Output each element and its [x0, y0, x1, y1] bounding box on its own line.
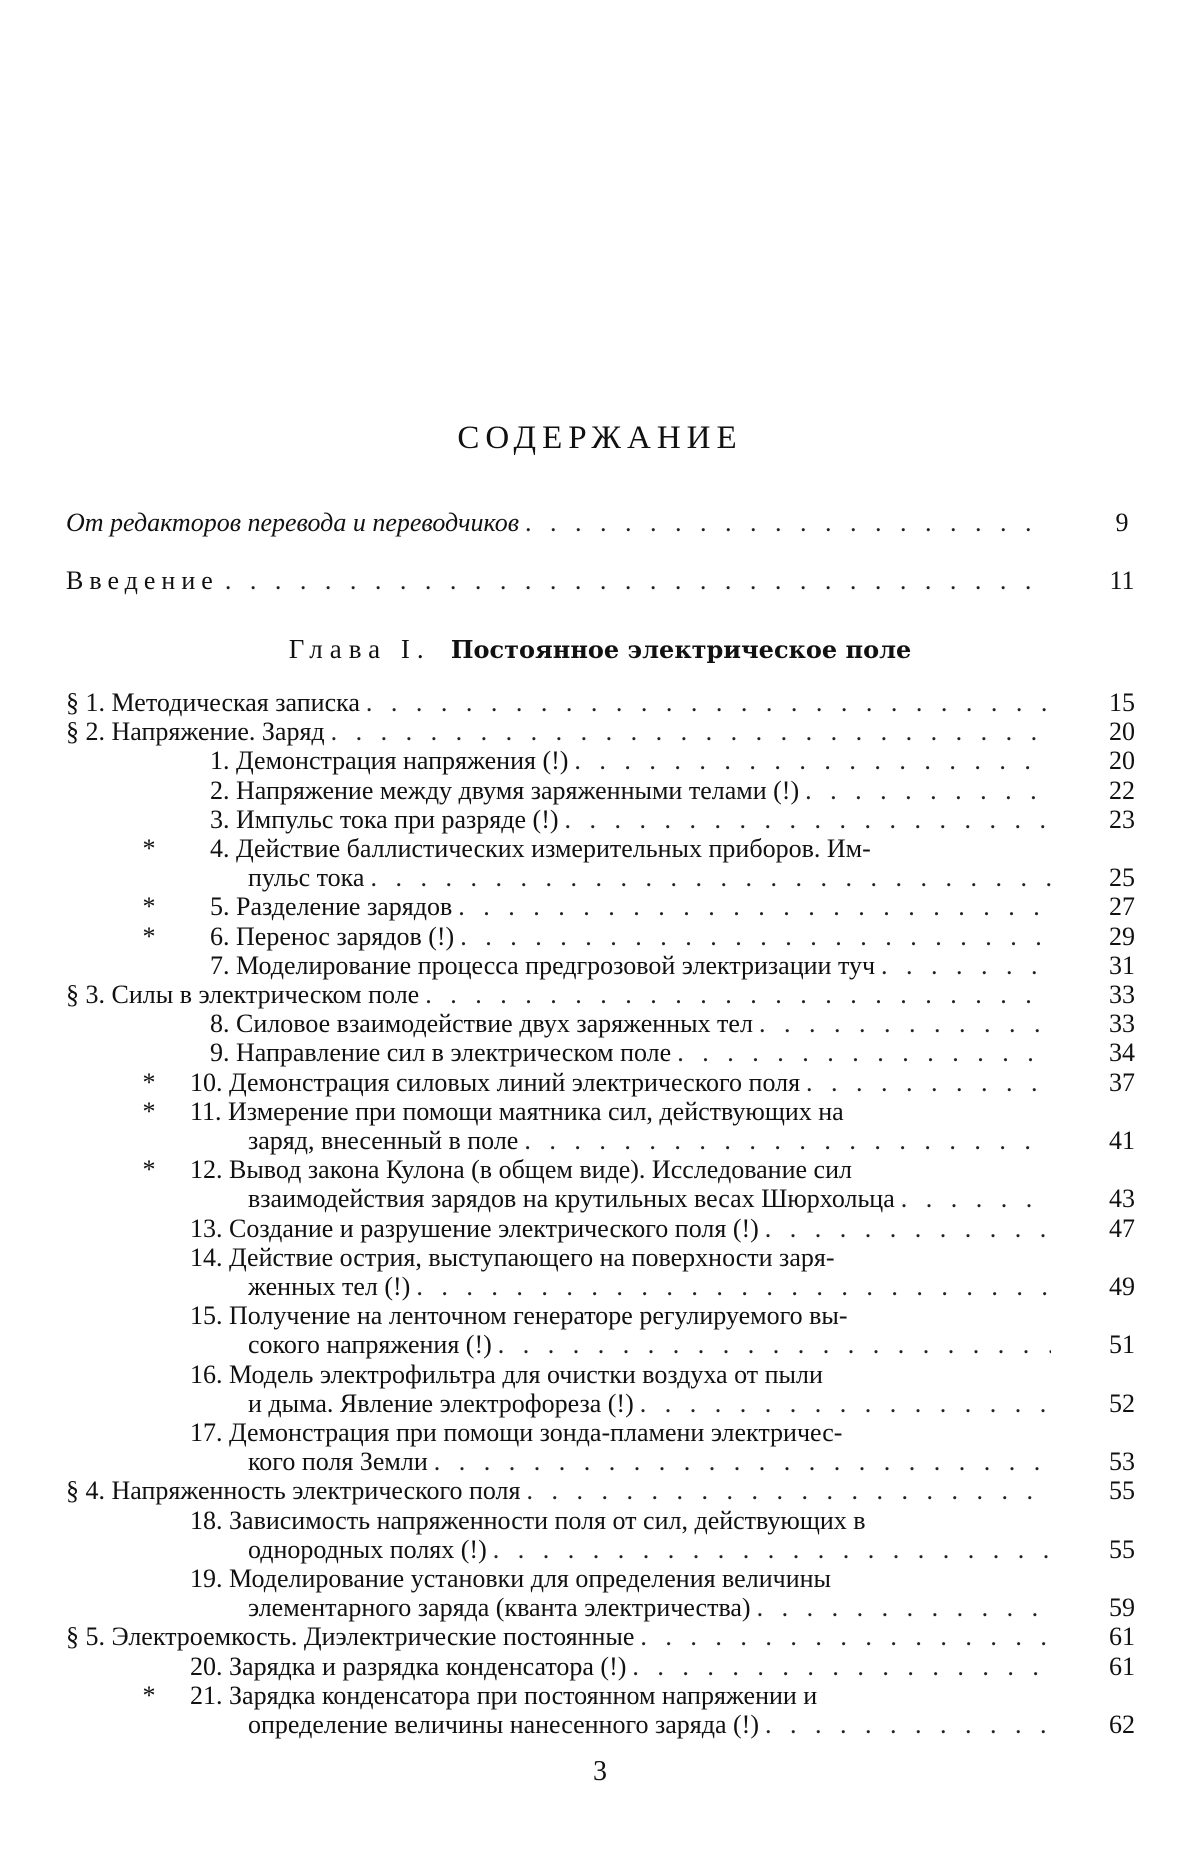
toc-entry-page: 22: [1109, 775, 1135, 805]
toc-entry-page: 29: [1109, 921, 1135, 951]
dot-leader: [751, 1593, 1051, 1623]
toc-entry-page: 59: [1109, 1593, 1135, 1623]
dot-leader: [626, 1652, 1051, 1682]
toc-entry-page: 53: [1109, 1447, 1135, 1477]
intro-entry-title: От редакторов перевода и переводчиков: [66, 508, 520, 537]
dot-leader: [492, 1330, 1051, 1360]
toc-entry-title: взаимодействия зарядов на крутильных весах Шюрхольца: [248, 1184, 895, 1214]
toc-entry-page: 47: [1109, 1213, 1135, 1243]
dot-leader: [753, 1009, 1051, 1039]
dot-leader: [364, 863, 1051, 893]
dot-leader: [325, 717, 1051, 747]
toc-entry-title: 20. Зарядка и разрядка конденсатора (!): [190, 1651, 627, 1681]
toc-entry-page: 43: [1109, 1184, 1135, 1214]
dot-leader: [428, 1447, 1051, 1477]
toc-entry-page: 25: [1109, 863, 1135, 893]
dot-leader: [452, 892, 1051, 922]
toc-entry-page: 33: [1109, 1009, 1135, 1039]
toc-entry-title: 13. Создание и разрушение электрического поля (!): [190, 1213, 759, 1243]
toc-entry-title: § 5. Электроемкость. Диэлектрические постоянные: [66, 1622, 635, 1652]
dot-leader: [759, 1710, 1051, 1740]
toc-entry-page: 41: [1109, 1126, 1135, 1155]
dot-leader: [800, 1068, 1051, 1098]
toc-entry-title: § 3. Силы в электрическом поле: [66, 980, 420, 1009]
intro-entry-page: 9: [1115, 508, 1129, 537]
toc-entry-title: и дыма. Явление электрофореза (!): [248, 1388, 634, 1418]
star-marker: *: [142, 834, 156, 863]
toc-entry-title: женных тел (!): [248, 1272, 411, 1301]
toc-entry-title: определение величины нанесенного заряда (!): [248, 1710, 759, 1739]
star-marker: *: [142, 1680, 156, 1710]
toc-entry-title: 8. Силовое взаимодействие двух заряженных тел: [210, 1009, 753, 1039]
toc-entry-title: 18. Зависимость напряженности поля от сил, действующих в: [190, 1505, 866, 1535]
dot-leader: [410, 1272, 1051, 1302]
intro-entry[interactable]: [0, 566, 1200, 596]
toc-entry-page: 15: [1109, 688, 1135, 717]
toc-entry-title: 1. Демонстрация напряжения (!): [210, 746, 569, 776]
toc-entry-page: 51: [1109, 1330, 1135, 1360]
toc-entry-page: 61: [1109, 1622, 1135, 1652]
toc-entry-page: 49: [1109, 1272, 1135, 1301]
toc-entry-title: 21. Зарядка конденсатора при постоянном напряжении и: [190, 1680, 818, 1710]
toc-entry-page: 37: [1109, 1067, 1135, 1097]
toc-entry-title: 2. Напряжение между двумя заряженными телами (!): [210, 775, 800, 805]
toc-entry-page: 52: [1109, 1388, 1135, 1418]
toc-entry-title: сокого напряжения (!): [248, 1330, 492, 1360]
toc-entry-title: 16. Модель электрофильтра для очистки воздуха от пыли: [190, 1359, 823, 1389]
star-marker: *: [142, 1067, 156, 1097]
toc-entry-title: 15. Получение на ленточном генераторе регулируемого вы-: [190, 1301, 848, 1331]
toc-entry-page: 20: [1109, 746, 1135, 776]
dot-leader: [419, 980, 1051, 1010]
toc-entry-page: 33: [1109, 980, 1135, 1009]
toc-entry-title: 10. Демонстрация силовых линий электрического поля: [190, 1067, 801, 1097]
intro-entry[interactable]: [0, 508, 1200, 538]
toc-entry-title: пульс тока: [248, 863, 365, 893]
dot-leader: [875, 951, 1051, 981]
toc-entry-page: 31: [1109, 950, 1135, 980]
toc-entry-title: 17. Демонстрация при помощи зонда-пламени электричес-: [190, 1418, 843, 1447]
dot-leader: [519, 508, 1051, 538]
toc-entry-title: кого поля Земли: [248, 1447, 428, 1477]
toc-entry-page: 61: [1109, 1651, 1135, 1681]
toc-entry-title: однородных полях (!): [248, 1534, 487, 1564]
toc-entry-page: 55: [1109, 1534, 1135, 1564]
dot-leader: [520, 1476, 1051, 1506]
toc-entry-title: 9. Направление сил в электрическом поле: [210, 1038, 672, 1068]
toc-entry-page: 55: [1109, 1476, 1135, 1506]
toc-entry-title: элементарного заряда (кванта электричества): [248, 1593, 751, 1623]
toc-entry-title: 4. Действие баллистических измерительных приборов. Им-: [210, 834, 871, 863]
star-marker: *: [142, 1096, 156, 1126]
toc-entry-title: 11. Измерение при помощи маятника сил, действующих на: [190, 1096, 844, 1126]
star-marker: *: [142, 1155, 156, 1185]
toc-entry-title: 7. Моделирование процесса предгрозовой электризации туч: [210, 950, 876, 980]
dot-leader: [518, 1126, 1051, 1156]
chapter-title: Постоянное электрическое поле: [450, 635, 912, 664]
toc-entry-title: 6. Перенос зарядов (!): [210, 921, 455, 951]
page-number: 3: [593, 1756, 607, 1787]
dot-leader: [360, 688, 1051, 718]
dot-leader: [634, 1389, 1051, 1419]
dot-leader: [568, 746, 1051, 776]
dot-leader: [634, 1622, 1051, 1652]
dot-leader: [219, 566, 1051, 596]
toc-entry-title: § 4. Напряженность электрического поля: [66, 1476, 521, 1506]
dot-leader: [454, 922, 1051, 952]
dot-leader: [895, 1184, 1051, 1214]
star-marker: *: [142, 921, 156, 951]
intro-entry-page: 11: [1109, 566, 1135, 595]
intro-entry-title: Введение: [66, 566, 219, 595]
toc-entry-title: 5. Разделение зарядов: [210, 892, 453, 922]
contents-heading: СОДЕРЖАНИЕ: [457, 420, 743, 456]
star-marker: *: [142, 892, 156, 922]
toc-entry-page: 62: [1109, 1710, 1135, 1739]
toc-entry-page: 34: [1109, 1038, 1135, 1068]
toc-entry-title: § 2. Напряжение. Заряд: [66, 717, 325, 747]
dot-leader: [559, 805, 1051, 835]
toc-entry-title: § 1. Методическая записка: [66, 688, 360, 717]
chapter-label: Глава I.: [288, 634, 431, 664]
toc-entry-title: 14. Действие острия, выступающего на поверхности заря-: [190, 1242, 835, 1272]
chapter-heading: [0, 634, 1200, 665]
dot-leader: [487, 1535, 1051, 1565]
toc-entry-title: заряд, внесенный в поле: [248, 1126, 519, 1155]
dot-leader: [671, 1038, 1051, 1068]
toc-entry-page: 23: [1109, 804, 1135, 834]
toc-entry-title: 19. Моделирование установки для определения величины: [190, 1564, 831, 1593]
dot-leader: [799, 776, 1051, 806]
toc-entry-title: 3. Импульс тока при разряде (!): [210, 804, 559, 834]
dot-leader: [759, 1214, 1051, 1244]
toc-entry-page: 20: [1109, 717, 1135, 747]
toc-entry-page: 27: [1109, 892, 1135, 922]
toc-entry-title: 12. Вывод закона Кулона (в общем виде). Исследование сил: [190, 1155, 852, 1185]
